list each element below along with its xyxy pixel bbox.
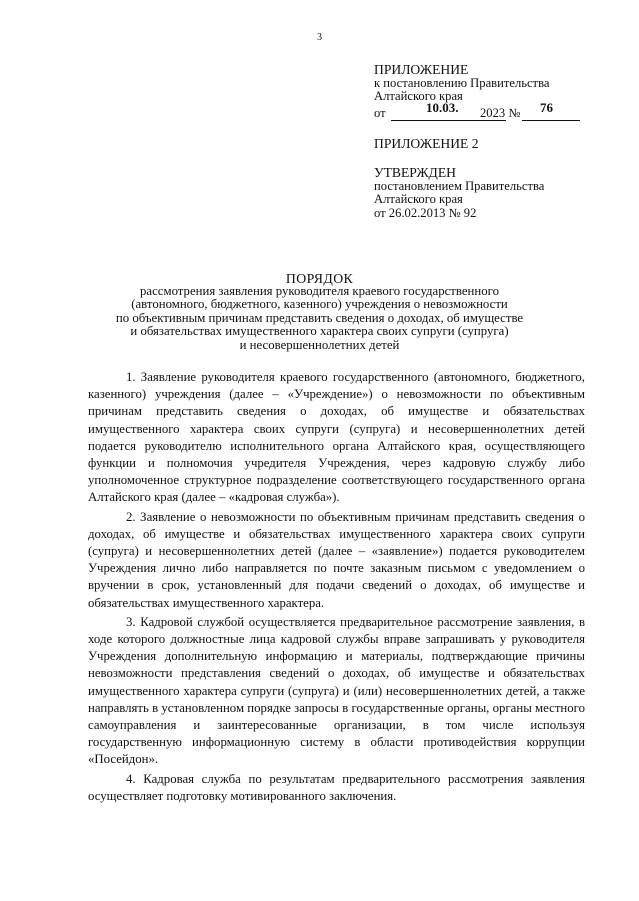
approved-line-3: от 26.02.2013 № 92 <box>374 205 477 220</box>
approved-line-1: постановлением Правительства <box>374 178 545 193</box>
paragraph-4: 4. Кадровая служба по результатам предварительного рассмотрения заявления осуществляет подготовку мотивированного заключения. <box>88 771 585 803</box>
page-number: 3 <box>317 32 322 43</box>
paragraph-2: 2. Заявление о невозможности по объективным причинам представить сведения о доходах, об имуществе и обязательствах имущественного характера своих супруги (супруга) и несовершеннолетних детей (далее – «заявление») подается руководителем Учреждения лично либо направляется по почте заказным письмом с уведомлением о вручении в срок, установленный для подачи сведений о доходах, об имуществе и обязательствах имущественного характера. <box>88 509 585 610</box>
subtitle-line: по объективным причинам представить сведения о доходах, об имуществе <box>115 310 524 325</box>
document-title: ПОРЯДОК <box>285 271 354 286</box>
handwritten-number: 76 <box>540 99 553 115</box>
paragraph-3: 3. Кадровой службой осуществляется предварительное рассмотрение заявления, в ходе которого должностные лица кадровой службы вправе запрашивать у руководителя Учреждения дополнительную информацию и материалы, подтверждающие причины невозможности представления сведений о доходах, об имуществе и обязательствах имущественного характера супруги (супруга) и (или) несовершеннолетних детей, а также направлять в установленном порядке запросы в государственные органы, органы местного самоуправления и заинтересованные организации, в том числе используя государственную информационную систему в области противодействия коррупции «Посейдон». <box>88 614 585 767</box>
number-underline <box>522 120 580 121</box>
paragraph-1: 1. Заявление руководителя краевого государственного (автономного, бюджетного, казенного) учреждения (далее – «Учреждение») о невозможности по объективным причинам представить сведения о доходах, об имуществе и обязательствах имущественного характера своих супруги (супруга) и несовершеннолетних детей подается руководителю исполнительного органа Алтайского края, осуществляющего функции и полномочия учредителя Учреждения, через кадровую службу либо уполномоченное структурное подразделение соответствующего государственного органа Алтайского края (далее – «кадровая служба»). <box>88 370 585 505</box>
attachment-date-line <box>374 99 553 121</box>
handwritten-date: 10.03. <box>426 99 459 115</box>
attachment-2-label: ПРИЛОЖЕНИЕ 2 <box>374 136 479 151</box>
attachment-heading: ПРИЛОЖЕНИЕ <box>374 62 469 77</box>
subtitle-line: рассмотрения заявления руководителя краевого государственного <box>140 284 499 298</box>
attachment-line-1: к постановлению Правительства <box>374 75 550 90</box>
approved-block <box>374 166 544 220</box>
subtitle-line: и несовершеннолетних детей <box>239 337 400 352</box>
from-prefix: от <box>374 105 386 120</box>
subtitle-line: (автономного, бюджетного, казенного) учреждения о невозможности <box>131 297 508 312</box>
subtitle-line: и обязательствах имущественного характера своих супруги (супруга) <box>130 324 509 339</box>
attachment-block <box>374 62 553 121</box>
approved-line-2: Алтайского края <box>374 192 463 206</box>
approved-heading: УТВЕРЖДЕН <box>374 165 456 180</box>
year-label: 2023 № <box>480 105 521 120</box>
attachment-line-2: Алтайского края <box>374 89 463 103</box>
document-body <box>88 369 585 807</box>
document-subtitle <box>0 285 639 352</box>
